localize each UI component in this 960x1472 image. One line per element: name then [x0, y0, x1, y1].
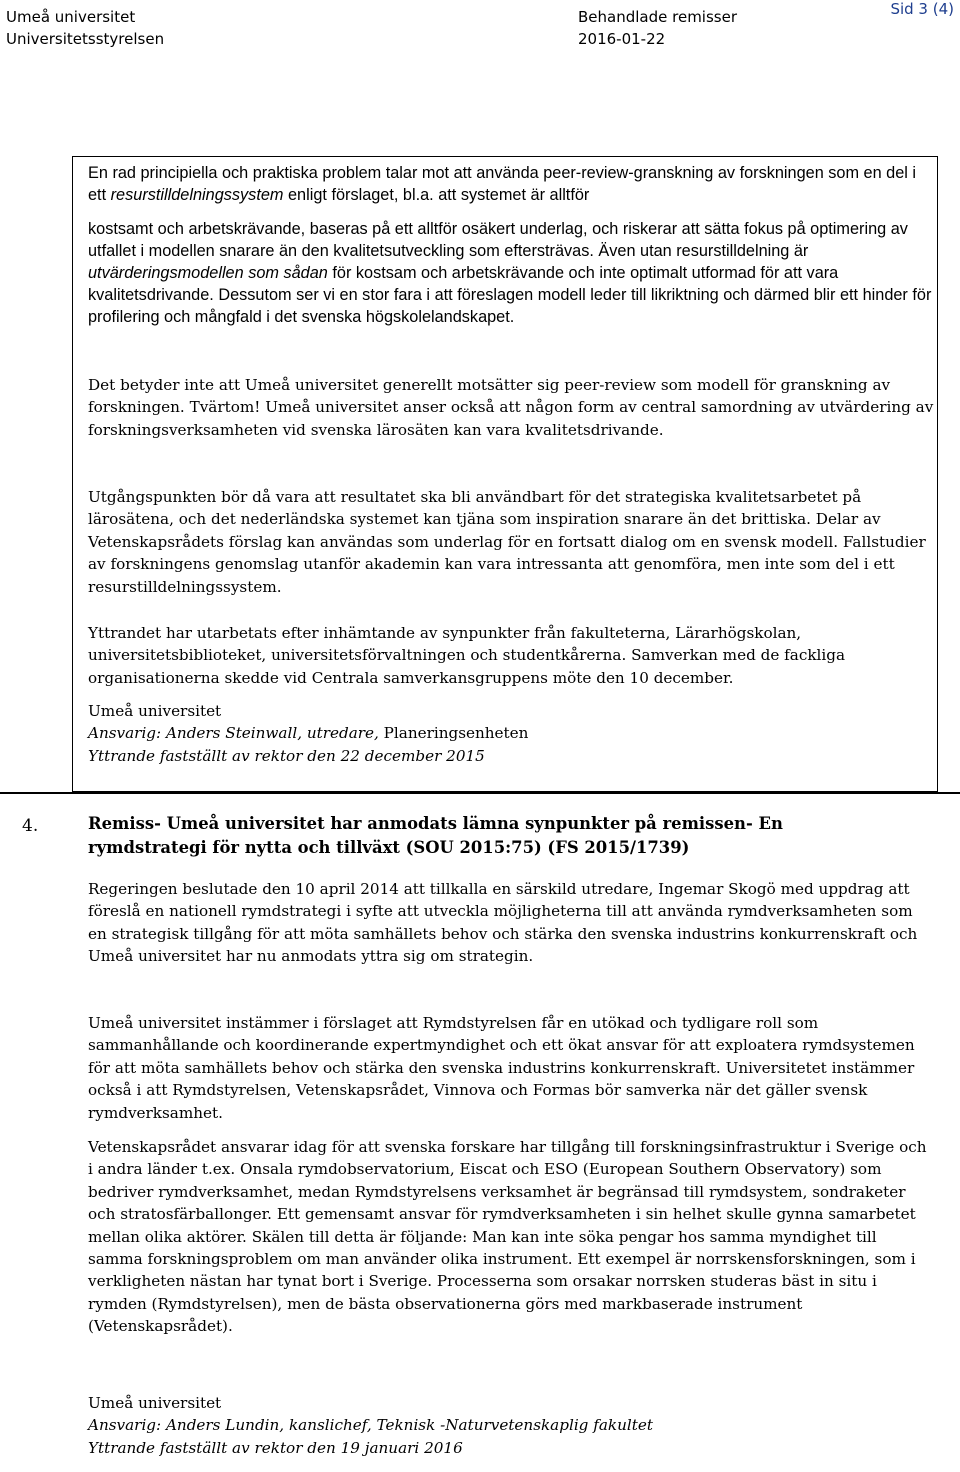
item-paragraph-2: Umeå universitet instämmer i förslaget att Rymdstyrelsen får en utökad och tydligare roll som sammanhållande och koordinerande expertmyndighet och ett ökat ansvar för att exploatera rymdsystemen för att möta samhällets behov och stärka den svenska industrins konkurrenskraft. Universitetet instämmer också i att Rymdstyrelsen, Vetenskapsrådet, Vinnova och Formas bör samverka när det gäller svensk rymdverksamhet.	[88, 1014, 915, 1122]
box-paragraph-3: Det betyder inte att Umeå universitet generellt motsätter sig peer-review som modell för granskning av forskningen. Tvärtom! Umeå universitet anser också att någon form av central samordning av utvärdering av forskningsverksamheten vid svenska lärosäten kan vara kvalitetsdrivande.	[88, 376, 934, 439]
box-paragraph-2: kostsamt och arbetskrävande, baseras på ett alltför osäkert underlag, och riskerar att sätta fokus på optimering av utfallet i modellen snarare än den kvalitetsutveckling som eftersträvas. Även utan resurstilldelning är utvärderingsmodellen som sådan för kostsam och arbetskrävande och inte optimalt utformad för att vara kvalitetsdrivande. Dessutom ser vi en stor fara i att föreslagen modell leder till likriktning och därmed blir ett hinder för profilering och mångfald i det svenska högskolelandskapet.	[88, 220, 932, 326]
item-signature	[88, 1392, 934, 1459]
header-center	[578, 6, 737, 50]
header-date: 2016-01-22	[578, 30, 666, 48]
item-paragraph-3: Vetenskapsrådet ansvarar idag för att svenska forskare har tillgång till forskningsinfrastruktur i Sverige och i andra länder t.ex. Onsala rymdobservatorium, Eiscat och ESO (European Southern Observatory) som bedriver rymdverksamhet, medan Rymdstyrelsens verksamhet är begränsad till rymdsystem, sondraketer och stratosfärballonger. Ett gemensamt ansvar för rymdverksamheten i sin helhet skulle gynna samarbetet mellan olika aktörer. Skälen till detta är följande: Man kan inte söka pengar hos samma myndighet till samma forskningsproblem om man använder olika instrument. Ett exempel är norrskensforskningen, som i verkligheten nästan har tynat bort i Sverige. Processerna som orsakar norrsken studeras bäst in situ i rymden (Rymdstyrelsen), men de bästa observationerna görs med markbaserade instrument (Vetenskapsrådet).	[88, 1138, 927, 1336]
box-signature	[88, 700, 934, 767]
box-paragraph-5: Yttrandet har utarbetats efter inhämtande av synpunkter från fakulteterna, Lärarhögskolan, universitetsbiblioteket, universitetsförvaltningen och studentkårerna. Samverkan med de fackliga organisationerna skedde vid Centrala samverkansgruppens möte den 10 december.	[88, 624, 846, 687]
signature-date: Yttrande fastställt av rektor den 22 december 2015	[88, 746, 485, 765]
signature-responsible: Ansvarig: Anders Steinwall, utredare, Planeringsenheten	[88, 724, 529, 743]
item-signature-date: Yttrande fastställt av rektor den 19 januari 2016	[88, 1438, 463, 1457]
box-paragraph-1: En rad principiella och praktiska problem talar mot att använda peer-review-granskning av forskningen som en del i ett resurstilldelningssystem enligt förslaget, bl.a. att systemet är alltför	[88, 164, 917, 204]
signature-org: Umeå universitet	[88, 702, 222, 720]
item-signature-org: Umeå universitet	[88, 1394, 222, 1412]
item-signature-responsible: Ansvarig: Anders Lundin, kanslichef, Teknisk -Naturvetenskaplig fakultet	[88, 1416, 653, 1435]
section-divider	[0, 792, 960, 794]
item-heading: Remiss- Umeå universitet har anmodats lämna synpunkter på remissen- En rymdstrategi för nytta och tillväxt (SOU 2015:75) (FS 2015/1739)	[88, 814, 783, 857]
header-dept: Universitetsstyrelsen	[6, 30, 165, 48]
box-paragraph-4: Utgångspunkten bör då vara att resultatet ska bli användbart för det strategiska kvalitetsarbetet på lärosätena, och det nederländska systemet kan tjäna som inspiration snarare än det brittiska. Delar av Vetenskapsrådets förslag kan användas som underlag för en fortsatt dialog om en svensk modell. Fallstudier av forskningens genomslag utanför akademin kan vara intressanta att genomföra, men inte som del i ett resurstilldelningssystem.	[88, 488, 926, 596]
item-number: 4.	[22, 816, 39, 836]
header-left	[6, 6, 164, 50]
page-number: Sid 3 (4)	[890, 0, 954, 18]
header-title: Behandlade remisser	[578, 8, 737, 26]
item-paragraph-1: Regeringen beslutade den 10 april 2014 att tillkalla en särskild utredare, Ingemar Skogö med uppdrag att föreslå en nationell rymdstrategi i syfte att utveckla möjligheterna till att använda rymdverksamheten som en strategisk tillgång för att möta samhällets behov och stärka den svenska industrins konkurrenskraft och Umeå universitet har nu anmodats yttra sig om strategin.	[88, 880, 918, 966]
header-org: Umeå universitet	[6, 8, 136, 26]
